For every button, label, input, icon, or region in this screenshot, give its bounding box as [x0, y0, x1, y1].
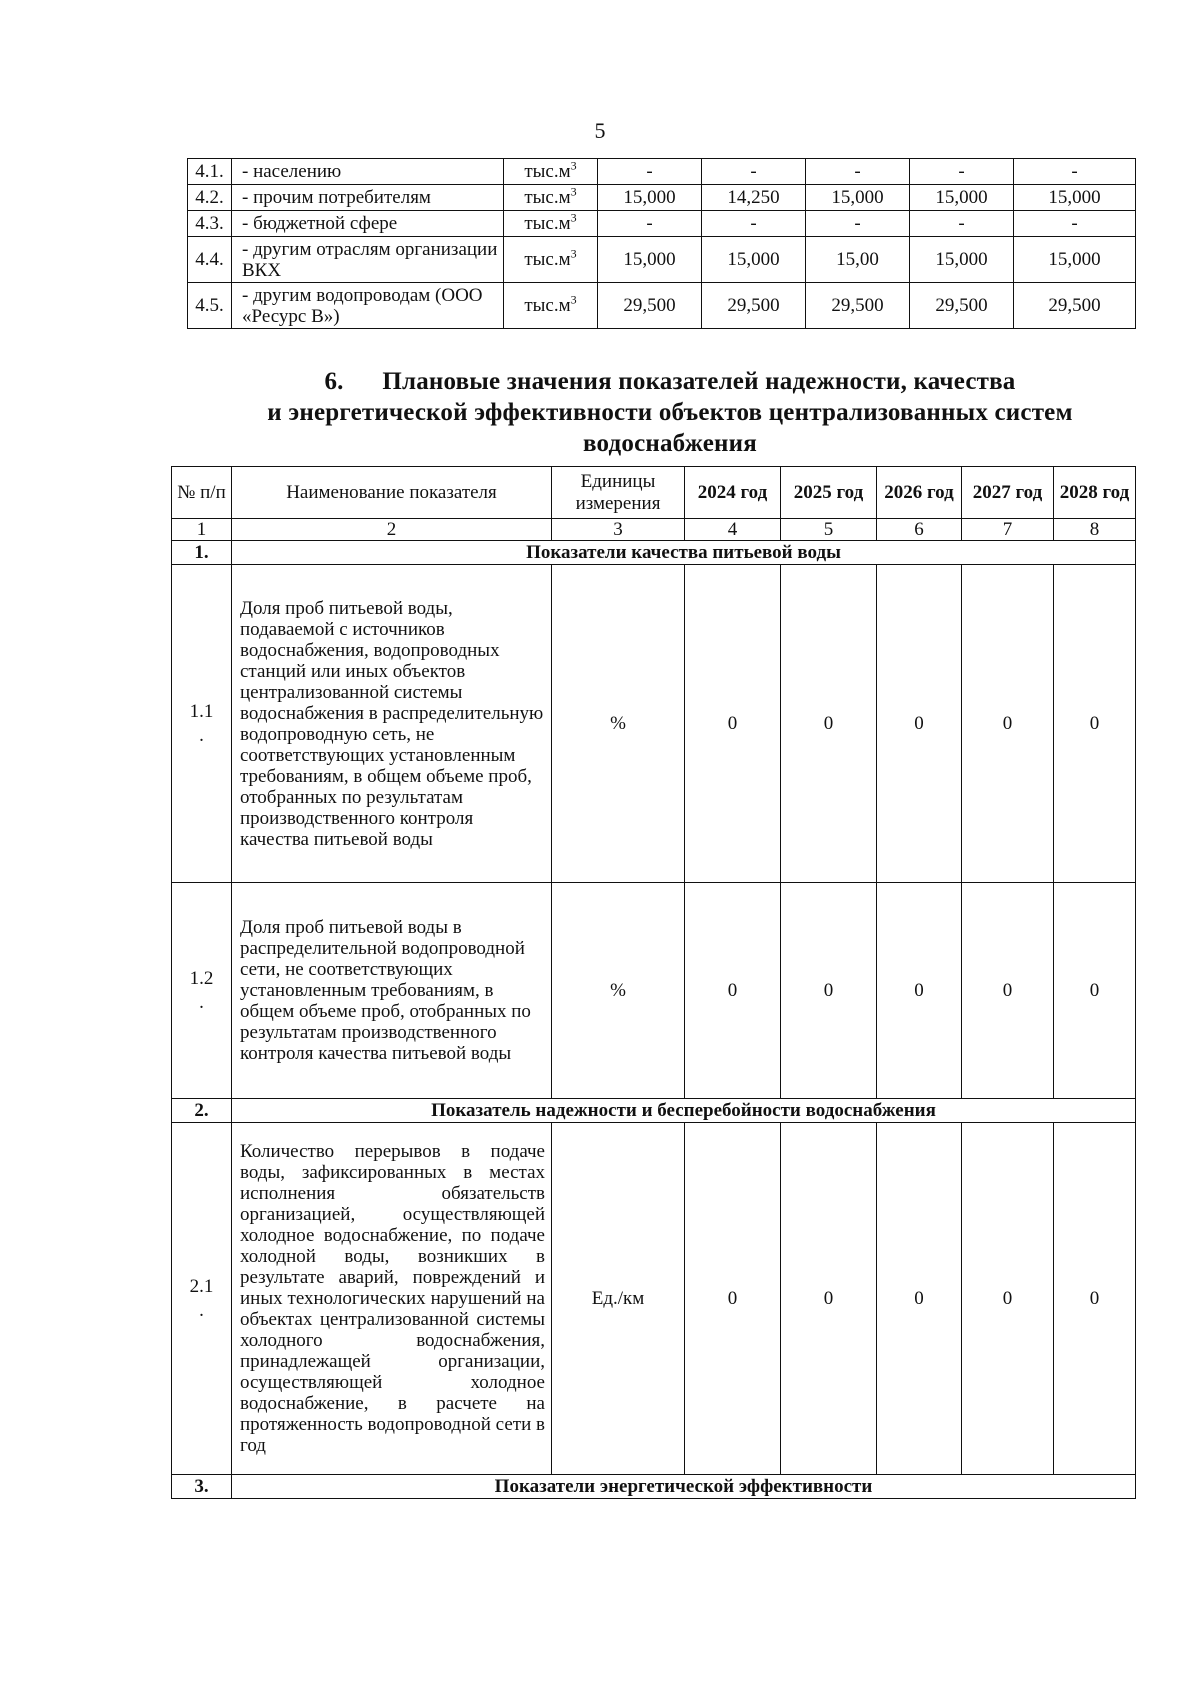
unit-exponent: 3 [570, 158, 577, 173]
col-number: 5 [781, 519, 877, 541]
header-num-label: № п/п [177, 481, 226, 503]
section-row [172, 1099, 1136, 1123]
unit-label: тыс.м [524, 249, 571, 270]
unit-label: тыс.м [524, 187, 571, 208]
indicator-unit: % [552, 565, 685, 883]
header-year-2027: 2027 год [962, 467, 1054, 519]
section-num: 3. [172, 1475, 232, 1499]
value-2026: 0 [877, 1123, 962, 1475]
page-number: 5 [594, 118, 606, 143]
row-value: - [702, 159, 806, 185]
row-value: 15,00 [806, 237, 910, 283]
indicator-name: Доля проб питьевой воды в распределительной водопроводной сети, не соответствующих установленным требованиям, в общем объеме проб, отобранных по результатам производственного контроля качества питьевой воды [232, 883, 552, 1099]
value-2027: 0 [962, 1123, 1054, 1475]
row-value: 29,500 [702, 283, 806, 329]
row-name: - прочим потребителям [232, 185, 504, 211]
col-number: 4 [685, 519, 781, 541]
row-num: 4.3. [188, 211, 232, 237]
row-value: 15,000 [598, 237, 702, 283]
row-unit [504, 237, 598, 283]
row-num: 4.4. [188, 237, 232, 283]
unit-exponent: 3 [570, 246, 577, 261]
supply-volume-table [187, 158, 1136, 329]
unit-label: тыс.м [524, 213, 571, 234]
row-value: - [1014, 159, 1136, 185]
section-row [172, 541, 1136, 565]
row-name: - бюджетной сфере [232, 211, 504, 237]
header-year-2026: 2026 год [877, 467, 962, 519]
row-value: 29,500 [806, 283, 910, 329]
value-2024: 0 [685, 883, 781, 1099]
row-value: 15,000 [1014, 185, 1136, 211]
value-2025: 0 [781, 565, 877, 883]
table-row [188, 283, 1136, 329]
row-name: - другим водопроводам (ООО «Ресурс В») [232, 283, 504, 329]
indicator-unit: % [552, 883, 685, 1099]
col-number: 7 [962, 519, 1054, 541]
value-2024: 0 [685, 565, 781, 883]
row-num: 4.5. [188, 283, 232, 329]
value-2026: 0 [877, 565, 962, 883]
section-6-heading [210, 366, 1130, 459]
value-2024: 0 [685, 1123, 781, 1475]
col-number: 3 [552, 519, 685, 541]
header-unit: Единицы измерения [552, 467, 685, 519]
row-value: 15,000 [1014, 237, 1136, 283]
value-2027: 0 [962, 883, 1054, 1099]
unit-label: тыс.м [524, 161, 571, 182]
heading-line-3: водоснабжения [583, 430, 757, 457]
indicator-row [172, 883, 1136, 1099]
row-value: - [910, 211, 1014, 237]
row-value: 14,250 [702, 185, 806, 211]
row-value: - [806, 159, 910, 185]
row-name: - другим отраслям организации ВКХ [232, 237, 504, 283]
row-num: 2.1 . [172, 1123, 232, 1475]
table-row [188, 211, 1136, 237]
header-num [172, 467, 232, 519]
table-header-row [172, 467, 1136, 519]
table-row [188, 159, 1136, 185]
unit-exponent: 3 [570, 292, 577, 307]
indicator-row [172, 1123, 1136, 1475]
row-unit [504, 159, 598, 185]
col-number: 6 [877, 519, 962, 541]
unit-label: тыс.м [524, 295, 571, 316]
table-row [188, 185, 1136, 211]
row-value: 29,500 [598, 283, 702, 329]
row-value: 15,000 [910, 237, 1014, 283]
row-num: 4.1. [188, 159, 232, 185]
row-unit [504, 211, 598, 237]
indicator-row [172, 565, 1136, 883]
header-year-2024: 2024 год [685, 467, 781, 519]
row-value: 29,500 [910, 283, 1014, 329]
row-num: 4.2. [188, 185, 232, 211]
row-name: - населению [232, 159, 504, 185]
header-year-2025: 2025 год [781, 467, 877, 519]
indicator-name: Количество перерывов в подаче воды, зафиксированных в местах исполнения обязательств организацией, осуществляющей холодное водоснабжение, по подаче холодной воды, возникших в результате аварий, повреждений и иных технологических нарушений на объектах централизованной системы холодного водоснабжения, принадлежащей организации, осуществляющей холодное водоснабжение, в расчете на протяженность водопроводной сети в год [232, 1123, 552, 1475]
row-value: - [598, 159, 702, 185]
section-title: Показатель надежности и бесперебойности водоснабжения [232, 1099, 1136, 1123]
row-unit [504, 283, 598, 329]
unit-exponent: 3 [570, 210, 577, 225]
row-unit [504, 185, 598, 211]
section-row [172, 1475, 1136, 1499]
row-value: - [598, 211, 702, 237]
heading-line-1: 6. Плановые значения показателей надежности, качества [324, 368, 1016, 395]
header-name: Наименование показателя [232, 467, 552, 519]
col-number: 1 [172, 519, 232, 541]
col-number: 2 [232, 519, 552, 541]
section-title: Показатели энергетической эффективности [232, 1475, 1136, 1499]
row-value: 15,000 [910, 185, 1014, 211]
header-year-2028: 2028 год [1054, 467, 1136, 519]
section-num: 2. [172, 1099, 232, 1123]
indicator-unit: Ед./км [552, 1123, 685, 1475]
indicator-name: Доля проб питьевой воды, подаваемой с источников водоснабжения, водопроводных станций или иных объектов централизованной системы водоснабжения в распределительную водопроводную сеть, не соответствующих установленным требованиям, в общем объеме проб, отобранных по результатам производственного контроля качества питьевой воды [232, 565, 552, 883]
row-num: 1.2 . [172, 883, 232, 1099]
row-value: - [702, 211, 806, 237]
unit-exponent: 3 [570, 184, 577, 199]
value-2028: 0 [1054, 883, 1136, 1099]
value-2025: 0 [781, 883, 877, 1099]
col-number: 8 [1054, 519, 1136, 541]
indicators-table [171, 466, 1136, 1499]
value-2028: 0 [1054, 565, 1136, 883]
table-row [188, 237, 1136, 283]
row-value: - [1014, 211, 1136, 237]
row-value: - [806, 211, 910, 237]
column-number-row [172, 519, 1136, 541]
value-2028: 0 [1054, 1123, 1136, 1475]
section-title: Показатели качества питьевой воды [232, 541, 1136, 565]
row-value: - [910, 159, 1014, 185]
row-value: 15,000 [598, 185, 702, 211]
section-num: 1. [172, 541, 232, 565]
row-value: 15,000 [806, 185, 910, 211]
heading-line-2: и энергетической эффективности объектов централизованных систем [267, 399, 1073, 426]
row-value: 29,500 [1014, 283, 1136, 329]
row-value: 15,000 [702, 237, 806, 283]
value-2025: 0 [781, 1123, 877, 1475]
row-num: 1.1 . [172, 565, 232, 883]
value-2027: 0 [962, 565, 1054, 883]
value-2026: 0 [877, 883, 962, 1099]
